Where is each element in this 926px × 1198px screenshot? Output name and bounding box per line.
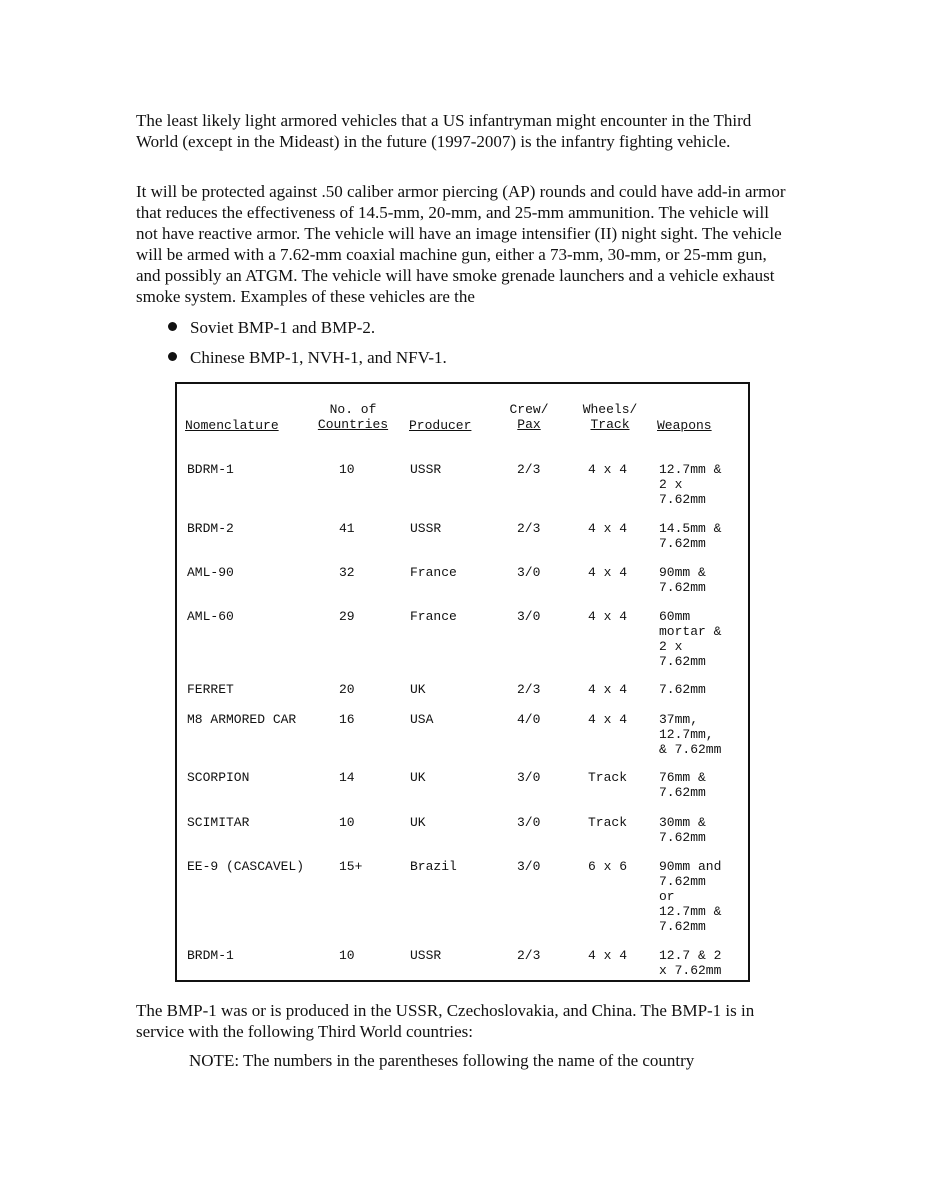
cell-countries: 10 bbox=[339, 815, 355, 830]
protection-paragraph: It will be protected against .50 caliber armor piercing (AP) rounds and could have add-in armor that reduces the effectiveness of 14.5-mm, 20-mm, and 25-mm ammunition. The vehicle will not have reactive armor. The vehicle will have an image intensifier (II) night sight. The vehicle will be armed with a 7.62-mm coaxial machine gun, either a 73-mm, 30-mm, or 25-mm gun, and possibly an ATGM. The vehicle will have smoke grenade launchers and a vehicle exhaust smoke system. Examples of these vehicles are the bbox=[136, 182, 786, 306]
cell-wheels: 4 x 4 bbox=[588, 462, 628, 477]
list-item-text: Soviet BMP-1 and BMP-2. bbox=[190, 318, 376, 337]
cell-nomenclature: M8 ARMORED CAR bbox=[187, 712, 297, 727]
note-paragraph: NOTE: The numbers in the parentheses following the name of the country bbox=[189, 1051, 695, 1070]
cell-weapons: 30mm & 7.62mm bbox=[659, 815, 706, 845]
cell-weapons: 7.62mm bbox=[659, 682, 706, 697]
vehicle-table bbox=[175, 382, 750, 982]
cell-wheels: 4 x 4 bbox=[588, 565, 628, 580]
cell-countries: 32 bbox=[339, 565, 355, 580]
cell-producer: France bbox=[410, 609, 457, 624]
cell-nomenclature: AML-60 bbox=[187, 609, 234, 624]
cell-crew: 3/0 bbox=[517, 565, 541, 580]
header-weapons: Weapons bbox=[657, 418, 712, 433]
header-countries: No. of Countries bbox=[317, 402, 389, 432]
cell-weapons: 90mm & 7.62mm bbox=[659, 565, 706, 595]
cell-producer: France bbox=[410, 565, 457, 580]
cell-producer: UK bbox=[410, 770, 426, 785]
cell-crew: 3/0 bbox=[517, 770, 541, 785]
cell-producer: USSR bbox=[410, 948, 442, 963]
cell-wheels: 4 x 4 bbox=[588, 521, 628, 536]
cell-producer: USSR bbox=[410, 462, 442, 477]
cell-countries: 14 bbox=[339, 770, 355, 785]
cell-crew: 2/3 bbox=[517, 462, 541, 477]
cell-weapons: 90mm and 7.62mm or 12.7mm & 7.62mm bbox=[659, 859, 722, 934]
cell-nomenclature: BRDM-1 bbox=[187, 948, 234, 963]
cell-countries: 29 bbox=[339, 609, 355, 624]
header-wheels: Wheels/ Track bbox=[582, 402, 638, 432]
header-nomenclature: Nomenclature bbox=[185, 418, 279, 433]
bullet-icon bbox=[168, 322, 177, 331]
cell-producer: UK bbox=[410, 815, 426, 830]
cell-wheels: 4 x 4 bbox=[588, 712, 628, 727]
cell-weapons: 76mm & 7.62mm bbox=[659, 770, 706, 800]
cell-crew: 2/3 bbox=[517, 948, 541, 963]
header-crew: Crew/ Pax bbox=[509, 402, 549, 432]
cell-producer: Brazil bbox=[410, 859, 457, 874]
cell-nomenclature: SCIMITAR bbox=[187, 815, 250, 830]
cell-countries: 10 bbox=[339, 948, 355, 963]
cell-wheels: Track bbox=[588, 815, 628, 830]
cell-producer: UK bbox=[410, 682, 426, 697]
cell-nomenclature: FERRET bbox=[187, 682, 234, 697]
cell-nomenclature: SCORPION bbox=[187, 770, 250, 785]
bmp-paragraph: The BMP-1 was or is produced in the USSR, Czechoslovakia, and China. The BMP-1 is in service with the following Third World countries: bbox=[136, 1001, 755, 1041]
cell-countries: 16 bbox=[339, 712, 355, 727]
cell-wheels: 4 x 4 bbox=[588, 609, 628, 624]
cell-nomenclature: AML-90 bbox=[187, 565, 234, 580]
cell-weapons: 12.7 & 2 x 7.62mm bbox=[659, 948, 722, 978]
list-item bbox=[168, 317, 447, 347]
list-item-text: Chinese BMP-1, NVH-1, and NFV-1. bbox=[190, 348, 447, 367]
cell-wheels: 4 x 4 bbox=[588, 948, 628, 963]
cell-countries: 10 bbox=[339, 462, 355, 477]
cell-producer: USSR bbox=[410, 521, 442, 536]
cell-weapons: 12.7mm & 2 x 7.62mm bbox=[659, 462, 722, 507]
list-item bbox=[168, 347, 447, 377]
cell-weapons: 14.5mm & 7.62mm bbox=[659, 521, 722, 551]
cell-crew: 3/0 bbox=[517, 609, 541, 624]
header-producer: Producer bbox=[409, 418, 472, 433]
cell-crew: 4/0 bbox=[517, 712, 541, 727]
cell-crew: 3/0 bbox=[517, 859, 541, 874]
vehicle-examples-list bbox=[168, 317, 447, 377]
cell-countries: 15+ bbox=[339, 859, 363, 874]
cell-wheels: Track bbox=[588, 770, 628, 785]
cell-countries: 41 bbox=[339, 521, 355, 536]
cell-weapons: 60mm mortar & 2 x 7.62mm bbox=[659, 609, 722, 669]
cell-wheels: 6 x 6 bbox=[588, 859, 628, 874]
bullet-icon bbox=[168, 352, 177, 361]
intro-paragraph: The least likely light armored vehicles that a US infantryman might encounter in the Third World (except in the Mideast) in the future (1997-2007) is the infantry fighting vehicle. bbox=[136, 111, 752, 151]
cell-producer: USA bbox=[410, 712, 434, 727]
cell-nomenclature: BDRM-1 bbox=[187, 462, 234, 477]
cell-nomenclature: EE-9 (CASCAVEL) bbox=[187, 859, 305, 874]
cell-crew: 2/3 bbox=[517, 682, 541, 697]
cell-crew: 3/0 bbox=[517, 815, 541, 830]
cell-crew: 2/3 bbox=[517, 521, 541, 536]
cell-countries: 20 bbox=[339, 682, 355, 697]
cell-nomenclature: BRDM-2 bbox=[187, 521, 234, 536]
cell-wheels: 4 x 4 bbox=[588, 682, 628, 697]
cell-weapons: 37mm, 12.7mm, & 7.62mm bbox=[659, 712, 722, 757]
